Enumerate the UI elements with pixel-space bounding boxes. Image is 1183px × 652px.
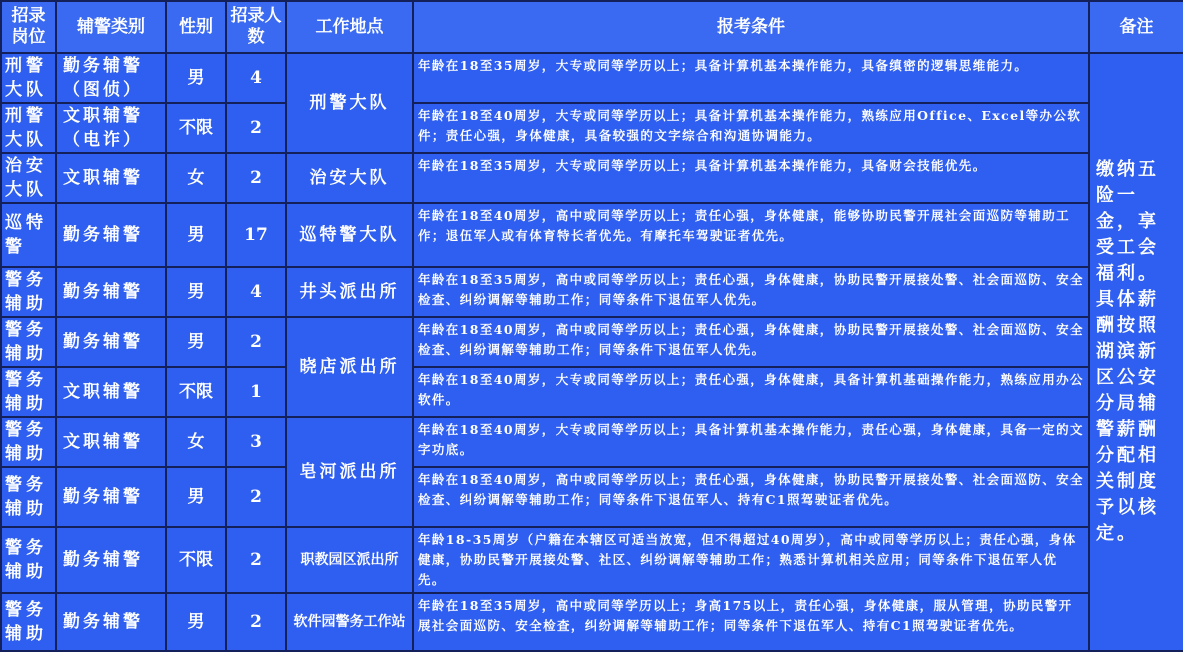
table-row <box>1 593 1183 651</box>
location-cell: 皂河派出所 <box>286 417 413 527</box>
header-location: 工作地点 <box>286 1 413 53</box>
category-cell: 勤务辅警 <box>56 267 166 317</box>
location-cell: 井头派出所 <box>286 267 413 317</box>
count-cell: 2 <box>226 527 286 593</box>
category-cell: 勤务辅警 <box>56 593 166 651</box>
count-cell: 4 <box>226 53 286 103</box>
count-cell: 2 <box>226 467 286 527</box>
table-row <box>1 153 1183 203</box>
location-cell: 职教园区派出所 <box>286 527 413 593</box>
gender-cell: 男 <box>166 203 226 267</box>
table-row <box>1 267 1183 317</box>
count-cell: 3 <box>226 417 286 467</box>
conditions-cell: 年龄在18至35周岁，高中或同等学历以上；身高175以上，责任心强，身体健康，服从管理，协助民警开展社会面巡防、安全检查，纠纷调解等辅助工作；同等条件下退伍军人、持有C1照驾驶证者优先。 <box>413 593 1089 651</box>
category-cell: 文职辅警 <box>56 367 166 417</box>
conditions-cell: 年龄在18至35周岁，高中或同等学历以上；责任心强，身体健康，协助民警开展接处警、社会面巡防、安全检查、纠纷调解等辅助工作；同等条件下退伍军人优先。 <box>413 267 1089 317</box>
table-row <box>1 203 1183 267</box>
position-cell: 警务辅助 <box>1 317 56 367</box>
gender-cell: 不限 <box>166 367 226 417</box>
gender-cell: 男 <box>166 53 226 103</box>
header-notes: 备注 <box>1089 1 1183 53</box>
gender-cell: 不限 <box>166 527 226 593</box>
position-cell: 刑警大队 <box>1 103 56 153</box>
position-cell: 警务辅助 <box>1 593 56 651</box>
table-row <box>1 417 1183 467</box>
table-row <box>1 103 1183 153</box>
location-cell: 刑警大队 <box>286 53 413 153</box>
gender-cell: 男 <box>166 593 226 651</box>
count-cell: 2 <box>226 593 286 651</box>
header-position: 招录岗位 <box>1 1 56 53</box>
count-cell: 1 <box>226 367 286 417</box>
conditions-cell: 年龄在18至40周岁，高中或同等学历以上；责任心强，身体健康，协助民警开展接处警、社会面巡防、安全检查、纠纷调解等辅助工作；同等条件下退伍军人、持有C1照驾驶证者优先。 <box>413 467 1089 527</box>
position-cell: 治安大队 <box>1 153 56 203</box>
gender-cell: 不限 <box>166 103 226 153</box>
position-cell: 警务辅助 <box>1 267 56 317</box>
position-cell: 警务辅助 <box>1 467 56 527</box>
position-cell: 警务辅助 <box>1 417 56 467</box>
table-row <box>1 527 1183 593</box>
table-row <box>1 317 1183 367</box>
table-row <box>1 53 1183 103</box>
location-cell: 晓店派出所 <box>286 317 413 417</box>
header-gender: 性别 <box>166 1 226 53</box>
header-conditions: 报考条件 <box>413 1 1089 53</box>
position-cell: 警务辅助 <box>1 367 56 417</box>
location-cell: 软件园警务工作站 <box>286 593 413 651</box>
count-cell: 4 <box>226 267 286 317</box>
location-cell: 巡特警大队 <box>286 203 413 267</box>
category-cell: 文职辅警 <box>56 153 166 203</box>
count-cell: 2 <box>226 317 286 367</box>
gender-cell: 男 <box>166 267 226 317</box>
table-row <box>1 367 1183 417</box>
category-cell: 勤务辅警 <box>56 467 166 527</box>
header-category: 辅警类别 <box>56 1 166 53</box>
notes-cell: 缴纳五险一金，享受工会福利。具体薪酬按照湖滨新区公安分局辅警薪酬分配相关制度予以核定。 <box>1089 53 1183 651</box>
conditions-cell: 年龄18-35周岁（户籍在本辖区可适当放宽，但不得超过40周岁），高中或同等学历以上；责任心强，身体健康，协助民警开展接处警、社区、纠纷调解等辅助工作；熟悉计算机相关应用；同等条件下退伍军人优先。 <box>413 527 1089 593</box>
gender-cell: 男 <box>166 317 226 367</box>
gender-cell: 女 <box>166 417 226 467</box>
conditions-cell: 年龄在18至40周岁，高中或同等学历以上；责任心强，身体健康，协助民警开展接处警、社会面巡防、安全检查、纠纷调解等辅助工作；同等条件下退伍军人优先。 <box>413 317 1089 367</box>
category-cell: 勤务辅警（图侦） <box>56 53 166 103</box>
conditions-cell: 年龄在18至40周岁，大专或同等学历以上；责任心强，身体健康，具备计算机基础操作能力，熟练应用办公软件。 <box>413 367 1089 417</box>
location-cell: 治安大队 <box>286 153 413 203</box>
position-cell: 刑警大队 <box>1 53 56 103</box>
conditions-cell: 年龄在18至35周岁，大专或同等学历以上；具备计算机基本操作能力，具备缜密的逻辑思维能力。 <box>413 53 1089 103</box>
gender-cell: 男 <box>166 467 226 527</box>
header-row <box>1 1 1183 53</box>
count-cell: 2 <box>226 153 286 203</box>
category-cell: 勤务辅警 <box>56 317 166 367</box>
category-cell: 勤务辅警 <box>56 527 166 593</box>
position-cell: 巡特警 <box>1 203 56 267</box>
conditions-cell: 年龄在18至40周岁，大专或同等学历以上；具备计算机基本操作能力，熟练应用Office、Excel等办公软件；责任心强，身体健康，具备较强的文字综合和沟通协调能力。 <box>413 103 1089 153</box>
conditions-cell: 年龄在18至40周岁，高中或同等学历以上；责任心强，身体健康，能够协助民警开展社会面巡防等辅助工作；退伍军人或有体育特长者优先。有摩托车驾驶证者优先。 <box>413 203 1089 267</box>
count-cell: 17 <box>226 203 286 267</box>
header-count: 招录人数 <box>226 1 286 53</box>
position-cell: 警务辅助 <box>1 527 56 593</box>
conditions-cell: 年龄在18至35周岁，大专或同等学历以上；具备计算机基本操作能力，具备财会技能优先。 <box>413 153 1089 203</box>
category-cell: 文职辅警（电诈） <box>56 103 166 153</box>
category-cell: 文职辅警 <box>56 417 166 467</box>
gender-cell: 女 <box>166 153 226 203</box>
conditions-cell: 年龄在18至40周岁，大专或同等学历以上；具备计算机基本操作能力，责任心强，身体健康，具备一定的文字功底。 <box>413 417 1089 467</box>
count-cell: 2 <box>226 103 286 153</box>
table-row <box>1 467 1183 527</box>
category-cell: 勤务辅警 <box>56 203 166 267</box>
